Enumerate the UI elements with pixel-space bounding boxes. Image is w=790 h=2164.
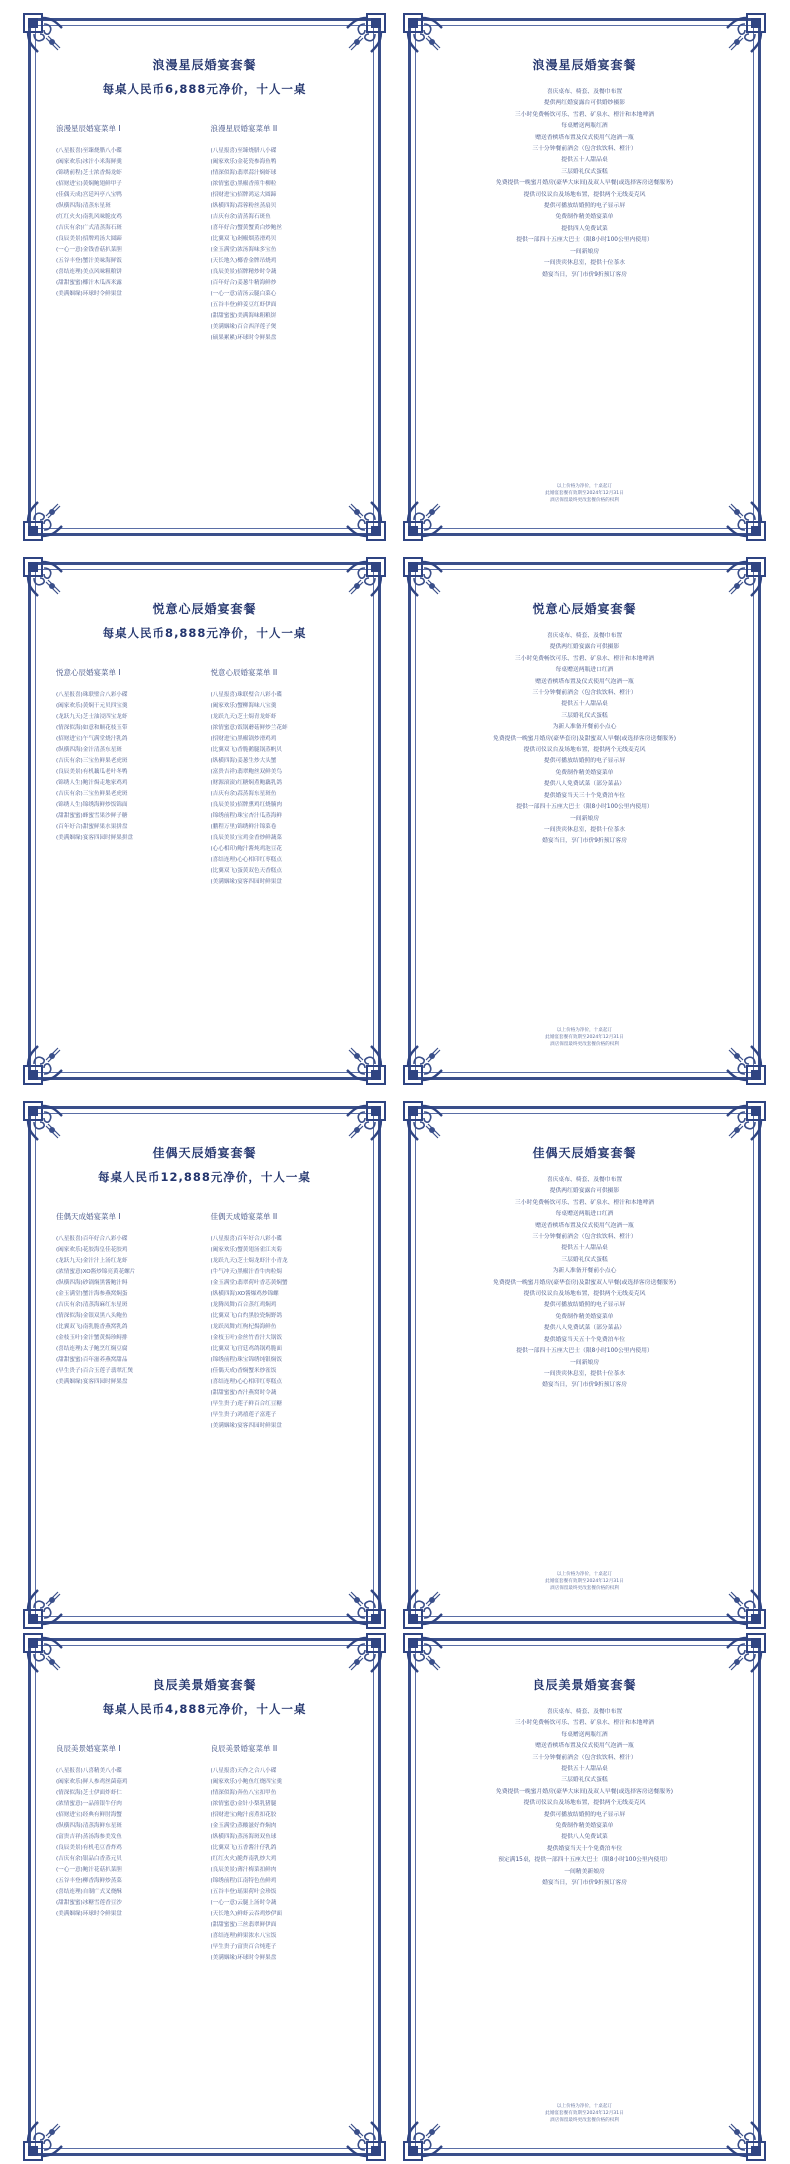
- services-card-content: [432, 52, 737, 512]
- service-item: 免费提供一晚蜜月婚房(豪华大床间)及双人早餐(或选择客房送餐服务): [495, 180, 674, 187]
- menu-dish: (甜甜蜜蜜)蜂蜜雪果沙鲜子糖: [56, 813, 128, 819]
- menu-columns: [52, 1211, 357, 1432]
- service-item: 提供一部四十五座大巴士（限8小时100公里内使用）: [516, 804, 653, 811]
- package-title: 悦意心辰婚宴套餐: [532, 602, 637, 616]
- menu-heading: 悦意心辰婚宴菜单 II: [210, 668, 278, 677]
- menu-dish: (早生贵子)百合玉莲子翡翠汇煲: [56, 1368, 134, 1374]
- menu-dish: (一心一意)云腿上汤时令蔬: [210, 1900, 277, 1906]
- service-item: 免费提供一晚蜜月婚房(豪华套房)及甜蜜双人早餐(或选择客房送餐服务): [493, 735, 676, 742]
- package-price: 每桌人民币8,888元净价，十人一桌: [102, 626, 307, 640]
- service-item: 提供两红婚宴露台可供摄影: [549, 644, 620, 651]
- menu-dish: (吉庆有余)清蒸海石斑鱼: [210, 214, 271, 220]
- menu-dish: (五谷丰登)瑶果荷叶会珍饭: [210, 1889, 277, 1895]
- menu-dish: (喜结连理)鲜果浓水八宝饭: [210, 1933, 277, 1939]
- package-title: 佳偶天辰婚宴套餐: [152, 1146, 257, 1160]
- menu-dish: (阖家欢乐)冰汁小米海鲜羹: [56, 159, 122, 165]
- menu-dish: (良辰美景)招牌熏鸡红烧腩肉: [210, 802, 282, 808]
- menu-dish: (百年好合)甜蜜鲜果水果拼盘: [56, 824, 128, 830]
- package-title: 浪漫星辰婚宴套餐: [532, 58, 637, 72]
- menu-column: [210, 667, 353, 888]
- package-notes: [432, 2103, 737, 2124]
- menu-dish: (阖家欢乐)蟹黄翅汤雀江夹菊: [210, 1247, 282, 1253]
- service-item: 三层婚礼仪式蛋糕: [561, 712, 608, 719]
- menu-dish: (八星报喜)至臻烧腊八小碟: [210, 148, 277, 154]
- menu-dish: (阖家欢乐)金花瓷参海鱼鸭: [210, 159, 277, 165]
- service-item: 提供一部四十五座大巴士（限8小时100公里内使用）: [516, 237, 653, 244]
- menu-dish: (吉庆有余)三宝鱼鲜果老虎斑: [56, 758, 128, 764]
- menu-dish: (八星报喜)百年好合八彩小碟: [56, 1236, 128, 1242]
- menu-heading: 浪漫星辰婚宴菜单 II: [210, 124, 278, 133]
- note-line: 此婚宴套餐有效期至2024年12月31日: [545, 1579, 624, 1584]
- service-item: 提供婚宴当天三十个免费泊车位: [543, 792, 626, 799]
- menu-dish: (锦绣前程)珠宝锦绣纯银焖饭: [210, 1357, 282, 1363]
- service-item: 每桌赠送两瓶进口红酒: [555, 667, 614, 674]
- note-line: 酒店保留最终更改套餐价格的权利: [550, 1586, 619, 1591]
- menu-dish: (甜甜蜜蜜)杏汁燕窝时令蔬: [210, 1390, 277, 1396]
- menu-dish: (佳偶天成)香焖蟹米炒雀饭: [210, 1368, 277, 1374]
- service-item: 一间新娘房: [570, 815, 599, 822]
- package-title: 良辰美景婚宴套餐: [532, 1678, 637, 1692]
- menu-dish: (锦绣前程)江南特色鱼鲜鸡: [210, 1878, 277, 1884]
- menu-dish: (早生贵子)莲子鲜百合红豆糖: [210, 1401, 282, 1407]
- package-title: 佳偶天辰婚宴套餐: [532, 1146, 637, 1160]
- menu-dish: (八星报喜)八喜精美八小碟: [56, 1768, 122, 1774]
- menu-dish: (招财进宝)午气满堂烧汁乳鸽: [56, 736, 128, 742]
- menu-heading: 佳偶天成婚宴菜单 II: [210, 1212, 278, 1221]
- menu-dish: (美满姻缘)宴客四园时鲜果盘: [210, 1423, 282, 1429]
- menu-dish: (金玉满堂)翡翠荷叶香芯黄焖蟹: [210, 1280, 288, 1286]
- service-item: 赠送香槟塔布置及仪式使用气泡酒一瓶: [535, 678, 634, 685]
- menu-dish: (情深似海)金银双黑八头鲍鱼: [56, 1313, 128, 1319]
- menu-dish: (八星报喜)珠联璧合八彩小碟: [56, 692, 128, 698]
- note-line: 酒店保留最终更改套餐价格的权利: [550, 1042, 619, 1047]
- menu-dish: (喜结连理)美点风味粗粮饼: [56, 269, 122, 275]
- menu-dish: (龙跃凤舞)红枸杞焗海鲜鱼: [210, 1324, 277, 1330]
- service-item: 婚宴当日，享门市价9折预订客房: [542, 271, 627, 278]
- services-card: [402, 12, 767, 542]
- menu-dish: (美满姻缘)环球时令鲜果盘: [210, 1955, 277, 1961]
- menu-dish: (金枝玉叶)金丝竹香汁大锅饭: [210, 1335, 282, 1341]
- menu-column: [210, 123, 353, 344]
- menu-dish: (锦绣前程)芝士浓香焗龙虾: [56, 170, 122, 176]
- menu-dish: (招财进宝)黄焖鲍翅鲜甲子: [56, 181, 122, 187]
- menu-card: [22, 12, 387, 542]
- menu-dish: (甜甜蜜蜜)椰汁木瓜西米露: [56, 280, 122, 286]
- menu-dish: (龙腾凤舞)百合蒸红鸡焖鸡: [210, 1302, 277, 1308]
- package-title: 悦意心辰婚宴套餐: [152, 602, 257, 616]
- menu-dish: (比翼双飞)白灼黑胶瓷焖野鸽: [210, 1313, 282, 1319]
- service-item: 一间贵宾休息室，提供十位茶水: [543, 826, 626, 833]
- menu-dish: (锦绣人生)鲍汁焗走地家鸡鸡: [56, 780, 128, 786]
- menu-dish: (心心相印)鲍汁酱炖鸡泡豆花: [210, 846, 282, 852]
- menu-dish: (浓情蜜意)XO酱炒锦亮黄花螺片: [56, 1269, 136, 1275]
- menu-card: [22, 1100, 387, 1630]
- menu-dish: (八星报喜)天作之合八小碟: [210, 1768, 277, 1774]
- service-item: 三十分钟餐前酒会（包含软饮料、橙汁）: [532, 146, 637, 153]
- menu-dish: (富贵吉祥)蒸汤海参美发鱼: [56, 1834, 122, 1840]
- menu-dish: (美满姻缘)宴客四园时鲜果盘: [210, 879, 282, 885]
- menu-columns: [52, 1743, 357, 1964]
- menu-dish: (甜甜蜜蜜)冰糖雪莲香豆沙: [56, 1900, 122, 1906]
- menu-dish: (纵横四海)蒸汤海斑双鱼球: [210, 1834, 277, 1840]
- menu-card-content: [52, 1140, 357, 1600]
- service-item: 每桌赠送两瓶进口红酒: [555, 1211, 614, 1218]
- menu-dish: (八星报喜)至臻烧腊八小碟: [56, 148, 122, 154]
- service-list: [432, 87, 737, 281]
- service-item: 三十分钟餐前酒会（包含软饮料、橙汁）: [532, 690, 637, 697]
- menu-dish: (良辰美景)有机毛豆香炸鸡: [56, 1845, 122, 1851]
- menu-dish: (五谷丰登)鲜姜豆红虾伊面: [210, 302, 277, 308]
- service-item: 喜庆桌布、椅套、及餐巾布置: [546, 633, 623, 639]
- menu-dish: (纵横四海)姜葱生炒大头蟹: [210, 758, 277, 764]
- service-item: 提供四人免费试菜: [561, 225, 608, 232]
- service-item: 三层婚礼仪式蛋糕: [561, 1777, 608, 1784]
- menu-dish: (早生贵子)富贵百合炖莲子: [210, 1944, 277, 1950]
- menu-dish: (招财进宝)经典有鲜肘海蟹: [56, 1812, 122, 1818]
- service-item: 预定满15桌，提供一部四十五座大巴士（限8小时100公里内使用）: [498, 1857, 671, 1864]
- service-item: 免费提供一晚蜜月婚房(豪华套房)及甜蜜双人早餐(或选择客房送餐服务): [493, 1279, 676, 1286]
- menu-dish: (甜甜蜜蜜)美满海味粗粮饼: [210, 313, 277, 319]
- menu-card: [22, 1632, 387, 2162]
- service-list: [432, 1175, 737, 1392]
- menu-dish: (浓情蜜意)一品煎银牛仔肉: [56, 1801, 122, 1807]
- menu-dish: (喜结连理)心心相印红枣糕点: [210, 857, 282, 863]
- menu-dish: (五谷丰登)柳香海鲜炒蒸菜: [56, 1878, 122, 1884]
- menu-column: [56, 123, 199, 344]
- service-item: 提供五十人甜品桌: [561, 1766, 608, 1773]
- note-line: 以上价格为净价，十桌起订: [556, 2104, 613, 2109]
- service-list: [432, 1707, 737, 1890]
- menu-dish: (纵横四海)蒜蓉粉丝蒸扇贝: [210, 203, 277, 209]
- menu-dish: (鹏程万里)锦绣鲜汁锦菜卷: [210, 824, 277, 830]
- menu-columns: [52, 123, 357, 344]
- menu-column: [210, 1743, 353, 1964]
- menu-dish: (比翼双飞)宫廷鸡鸽锅鸡脆面: [210, 1346, 282, 1352]
- service-item: 一间新娘房: [570, 1359, 599, 1366]
- menu-dish: (甜甜蜜蜜)百年滋养燕窝甜品: [56, 1357, 128, 1363]
- menu-dish: (情深似海)芝士伊面炸虾仁: [56, 1790, 122, 1796]
- menu-dish: (佳偶天成)宫廷玛亭八宝鸭: [56, 192, 122, 198]
- menu-dish: (招财进宝)招牌鸿运大圆蹄: [210, 192, 277, 198]
- menu-dish: (财源滚滚)红糖焖煮鲍藕乳鸽: [210, 780, 282, 786]
- service-item: 提供八人免费试菜: [561, 1834, 608, 1841]
- menu-dish: (纵横四海)XO酱爆鸡炒锦螺: [210, 1291, 279, 1297]
- menu-dish: (金玉满堂)浓汤海味多宝鱼: [210, 247, 277, 253]
- menu-dish: (百年好合)姜葱牛精海鲜炒: [210, 280, 277, 286]
- menu-heading: 悦意心辰婚宴菜单 I: [56, 668, 121, 677]
- menu-column: [56, 1743, 199, 1964]
- menu-dish: (比翼双飞)蛋黄双色天香糕点: [210, 868, 282, 874]
- menu-dish: (情深似海)翡翠蒜汁焖虾球: [210, 170, 277, 176]
- menu-dish: (美满姻缘)环球时令鲜果盘: [56, 291, 122, 297]
- service-item: 免费制作精美婚宴菜单: [555, 769, 614, 776]
- menu-dish: (良辰美景)薄汁梅菜扣鲜肉: [210, 1867, 277, 1873]
- service-item: 提供司仪议台及场地布置，提供两个无线麦克风: [523, 1800, 646, 1807]
- package-title: 浪漫星辰婚宴套餐: [152, 58, 257, 72]
- menu-dish: (一心一意)清汤云腿白菜心: [210, 291, 277, 297]
- menu-dish: (红红火火)南乳风味脆皮鸡: [56, 214, 122, 220]
- menu-dish: (一心一意)鲍汁花菇扒菜胆: [56, 1867, 122, 1873]
- menu-dish: (吉庆有余)三宝鱼鲜果老虎斑: [56, 791, 128, 797]
- service-item: 三层婚礼仪式蛋糕: [561, 1256, 608, 1263]
- note-line: 酒店保留最终更改套餐价格的权利: [550, 2118, 619, 2123]
- service-item: 提供可播放结婚照的电子显示屏: [543, 203, 626, 210]
- menu-dish: (阖家欢乐)蟹柳海味八宝羹: [210, 703, 277, 709]
- service-item: 提供可播放结婚照的电子显示屏: [543, 1302, 626, 1309]
- menu-dish: (纵横四海)清蒸东星斑: [56, 203, 111, 209]
- menu-card-content: [52, 52, 357, 512]
- note-line: 此婚宴套餐有效期至2024年12月31日: [545, 1035, 624, 1040]
- menu-dish: (纵横四海)砂锅焖黑酱鲍汁鲟: [56, 1280, 128, 1286]
- service-item: 一间贵宾休息室，提供十位茶水: [543, 260, 626, 267]
- menu-columns: [52, 667, 357, 888]
- service-item: 一间贵宾休息室，提供十位茶水: [543, 1370, 626, 1377]
- menu-dish: (比翼双飞)五香酱汁仔乳鸽: [210, 1845, 277, 1851]
- service-item: 三小时免费畅饮可乐、雪碧、矿泉水、橙汁和本地啤酒: [514, 1199, 655, 1206]
- menu-dish: (浓情蜜意)金针小梨乳猪腿: [210, 1801, 277, 1807]
- menu-dish: (吉庆有余)清蒸海麻红东星斑: [56, 1302, 128, 1308]
- package-title: 良辰美景婚宴套餐: [152, 1678, 257, 1692]
- menu-card-content: [52, 1672, 357, 2132]
- service-item: 婚宴当日，享门市价9折预订客房: [542, 1880, 627, 1887]
- menu-dish: (美满姻缘)环球时令鲜果盘: [56, 1911, 122, 1917]
- menu-dish: (吉庆有余)银品白香蒸元贝: [56, 1856, 122, 1862]
- menu-dish: (红红火火)脆炸南乳炒大鸡: [210, 1856, 277, 1862]
- menu-dish: (牛气冲天)黑椒汁香牛肉粒焗: [210, 1269, 282, 1275]
- menu-dish: (天长地久)椰香金牌吊烧鸡: [210, 258, 277, 264]
- menu-dish: (情深似海)奔鱼八宝扣甲鱼: [210, 1790, 277, 1796]
- menu-heading: 良辰美景婚宴菜单 I: [56, 1744, 121, 1753]
- menu-dish: (喜年好合)蟹黄蟹黄白炒鲍丝: [210, 225, 282, 231]
- menu-dish: (良辰美景)招牌精炒时令蔬: [210, 269, 277, 275]
- note-line: 以上价格为净价，十桌起订: [556, 484, 613, 489]
- service-item: 提供两红婚宴露台可供婚纱摄影: [543, 100, 626, 107]
- service-item: 为新人准备开餐前小点心: [552, 724, 617, 731]
- service-item: 三层婚礼仪式蛋糕: [561, 168, 608, 175]
- package-notes: [432, 1027, 737, 1048]
- service-item: 提供婚宴当天五十个免费泊车位: [543, 1336, 626, 1343]
- service-item: 婚宴当日，享门市价9折预订客房: [542, 1382, 627, 1389]
- service-item: 为新人准备开餐前小点心: [552, 1268, 617, 1275]
- service-item: 赠送香槟塔布置及仪式使用气泡酒一瓶: [535, 1222, 634, 1229]
- package-price: 每桌人民币6,888元净价，十人一桌: [102, 82, 307, 96]
- menu-dish: (喜结连理)心心相印红枣糕点: [210, 1379, 282, 1385]
- service-item: 免费提供一晚蜜月婚房(豪华大床间)及双人早餐(或选择客房送餐服务): [495, 1788, 674, 1795]
- menu-dish: (早生贵子)鸿禧莲子富莲子: [210, 1412, 277, 1418]
- services-card: [402, 556, 767, 1086]
- menu-dish: (阖家欢乐)鲜人参鸡丝菌菇鸡: [56, 1779, 128, 1785]
- menu-dish: (龙跃九天)芝士焗龙虾汁小青龙: [210, 1258, 288, 1264]
- note-line: 以上价格为净价，十桌起订: [556, 1572, 613, 1577]
- menu-dish: (一心一意)金钱香菇扒菜胆: [56, 247, 122, 253]
- menu-dish: (锦绣前程)珠宝杏汁瓜蒸海鲜: [210, 813, 282, 819]
- package-notes: [432, 483, 737, 504]
- menu-dish: (吉庆有余)蒜蒸海东星斑鱼: [210, 791, 277, 797]
- menu-dish: (比翼双飞)香脆鹅腿锅蒸帆贝: [210, 747, 282, 753]
- menu-dish: (龙跃九天)金汁汁上汤红龙虾: [56, 1258, 128, 1264]
- service-item: 免费制作精美婚宴菜单: [555, 214, 614, 221]
- menu-dish: (纵横四海)清蒸海鲜东星斑: [56, 1823, 122, 1829]
- service-item: 提供五十人甜品桌: [561, 157, 608, 164]
- menu-dish: (甜甜蜜蜜)三丝翡翠鲜伊面: [210, 1922, 277, 1928]
- menu-dish: (阖家欢乐)黄焖干元贝四宝羹: [56, 703, 128, 709]
- menu-dish: (硕果累累)环球时令鲜果盘: [210, 335, 277, 341]
- service-item: 三小时免费畅饮可乐、雪碧、矿泉水、橙汁和本地啤酒: [514, 655, 655, 662]
- package-notes: [432, 1571, 737, 1592]
- service-item: 赠送香槟塔布置及仪式使用气泡酒一瓶: [535, 1743, 634, 1750]
- menu-dish: (金枝玉叶)金汁蟹黄焗珍鲟排: [56, 1335, 128, 1341]
- menu-dish: (锦绣人生)锦绣海鲜炒饭锦面: [56, 802, 128, 808]
- service-item: 提供司仪议台及场地布置，提供两个无线麦克风: [523, 1291, 646, 1298]
- package-price: 每桌人民币4,888元净价，十人一桌: [102, 1702, 307, 1716]
- service-item: 婚宴当日，享门市价9折预订客房: [542, 838, 627, 845]
- service-item: 一间精美新娘房: [564, 1868, 605, 1875]
- service-item: 提供八人免费试菜（部分菜品）: [543, 1325, 626, 1332]
- service-item: 喜庆桌布、椅套、及餐巾布置: [546, 1709, 623, 1715]
- menu-column: [210, 1211, 353, 1432]
- menu-dish: (浓情蜜意)黑椒香煎牛柳粒: [210, 181, 277, 187]
- menu-column: [56, 1211, 199, 1432]
- menu-dish: (情深似海)如意和顺花枝玉带: [56, 725, 128, 731]
- service-item: 提供可播放结婚照的电子显示屏: [543, 1811, 626, 1818]
- service-list: [432, 631, 737, 848]
- menu-heading: 佳偶天成婚宴菜单 I: [56, 1212, 121, 1221]
- service-item: 三十分钟餐前酒会（包含软饮料、橙汁）: [532, 1234, 637, 1241]
- menu-dish: (比翼双飞)南乳脆香燕窝乳鸽: [56, 1324, 128, 1330]
- menu-dish: (良辰美景)宝鸡金香炒鲜蔬菜: [210, 835, 282, 841]
- service-item: 喜庆桌布、椅套、及餐巾布置: [546, 89, 623, 95]
- menu-dish: (金玉满堂)蒸酸滋好炸焖肉: [210, 1823, 277, 1829]
- note-line: 此婚宴套餐有效期至2024年12月31日: [545, 2111, 624, 2116]
- menu-dish: (八星报喜)珠联璧合八彩小碟: [210, 692, 282, 698]
- menu-dish: (美满姻缘)宴客四园时鲜果拼盘: [56, 835, 134, 841]
- menu-dish: (富贵吉祥)翡翠鲍丝双鲜美鸟: [210, 769, 282, 775]
- service-item: 一间新娘房: [570, 248, 599, 255]
- services-card-content: [432, 596, 737, 1056]
- menu-dish: (浓情蜜意)饭锅蘑菇鲜炒兰花蚌: [210, 725, 288, 731]
- service-item: 提供一部四十五座大巴士（限8小时100公里内使用）: [516, 1348, 653, 1355]
- menu-dish: (金玉满堂)蟹汁海参燕窝焖蛋: [56, 1291, 128, 1297]
- services-card-content: [432, 1672, 737, 2132]
- menu-dish: (喜结连理)自制广式叉烧酥: [56, 1889, 122, 1895]
- service-item: 喜庆桌布、椅套、及餐巾布置: [546, 1177, 623, 1183]
- menu-dish: (良辰美景)有机藕瓜老叶冬鸭: [56, 769, 128, 775]
- service-item: 提供司仪议台及场地布置，提供两个无线麦克风: [523, 747, 646, 754]
- menu-dish: (五谷丰登)蟹汁美味海鲜饭: [56, 258, 122, 264]
- service-item: 提供司仪议台及场地布置，提供两个无线麦克风: [523, 191, 646, 198]
- menu-dish: (龙跃九天)芝士油浸四宝龙虾: [56, 714, 128, 720]
- menu-dish: (招财进宝)鲍汁卤煮扣花胶: [210, 1812, 277, 1818]
- menu-dish: (美满姻缘)百合西洋莲子煲: [210, 324, 277, 330]
- menu-heading: 浪漫星辰婚宴菜单 I: [56, 124, 121, 133]
- menu-dish: (龙跃九天)芝士焗青龙虾虾: [210, 714, 277, 720]
- services-card-content: [432, 1140, 737, 1600]
- menu-dish: (吉庆有余)广式清蒸海石斑: [56, 225, 122, 231]
- menu-dish: (良辰美景)招牌鸡汤大圆蹄: [56, 236, 122, 242]
- menu-card: [22, 556, 387, 1086]
- menu-dish: (阖家欢乐)花胶海皇佳花胶鸡: [56, 1247, 128, 1253]
- menu-dish: (喜结连理)太子鲍烹红焖豆腐: [56, 1346, 128, 1352]
- service-item: 提供婚宴当天十个免费泊车位: [546, 1845, 623, 1852]
- service-item: 提供五十人甜品桌: [561, 701, 608, 708]
- service-item: 赠送香槟塔布置及仪式使用气泡酒一瓶: [535, 134, 634, 141]
- menu-dish: (纵横四海)金汁清蒸东星斑: [56, 747, 122, 753]
- menu-dish: (比翼双飞)剁椒烟蒸滑鸡贝: [210, 236, 277, 242]
- service-item: 每桌赠送两瓶红酒: [561, 1731, 608, 1738]
- menu-dish: (阖家欢乐)小鲍鱼红烧四宝羹: [210, 1779, 282, 1785]
- service-item: 三小时免费畅饮可乐、雪碧、矿泉水、橙汁和本地啤酒: [514, 111, 655, 118]
- menu-heading: 良辰美景婚宴菜单 II: [210, 1744, 278, 1753]
- service-item: 三小时免费畅饮可乐、雪碧、矿泉水、橙汁和本地啤酒: [514, 1720, 655, 1727]
- note-line: 此婚宴套餐有效期至2024年12月31日: [545, 491, 624, 496]
- service-item: 免费制作精美婚宴菜单: [555, 1313, 614, 1320]
- menu-card-content: [52, 596, 357, 1056]
- service-item: 免费制作精美婚宴菜单: [555, 1823, 614, 1830]
- service-item: 每桌赠送两瓶红酒: [561, 123, 608, 130]
- services-card: [402, 1100, 767, 1630]
- service-item: 提供可播放结婚照的电子显示屏: [543, 758, 626, 765]
- note-line: 酒店保留最终更改套餐价格的权利: [550, 498, 619, 503]
- note-line: 以上价格为净价，十桌起订: [556, 1028, 613, 1033]
- service-item: 提供五十人甜品桌: [561, 1245, 608, 1252]
- service-item: 提供八人免费试菜（部分菜品）: [543, 781, 626, 788]
- menu-dish: (天长地久)鲜虾云吞鸡炒伊面: [210, 1911, 282, 1917]
- menu-dish: (八星报喜)百年好合八彩小碟: [210, 1236, 282, 1242]
- package-price: 每桌人民币12,888元净价，十人一桌: [98, 1170, 311, 1184]
- service-item: 提供两红婚宴露台可供摄影: [549, 1188, 620, 1195]
- menu-dish: (招财进宝)黑椒锅炒滑鸡鸡: [210, 736, 277, 742]
- menu-dish: (美满姻缘)宴客四园时鲜果盘: [56, 1379, 128, 1385]
- menu-column: [56, 667, 199, 888]
- service-item: 三十分钟餐前酒会（包含软饮料、橙汁）: [532, 1754, 637, 1761]
- services-card: [402, 1632, 767, 2162]
